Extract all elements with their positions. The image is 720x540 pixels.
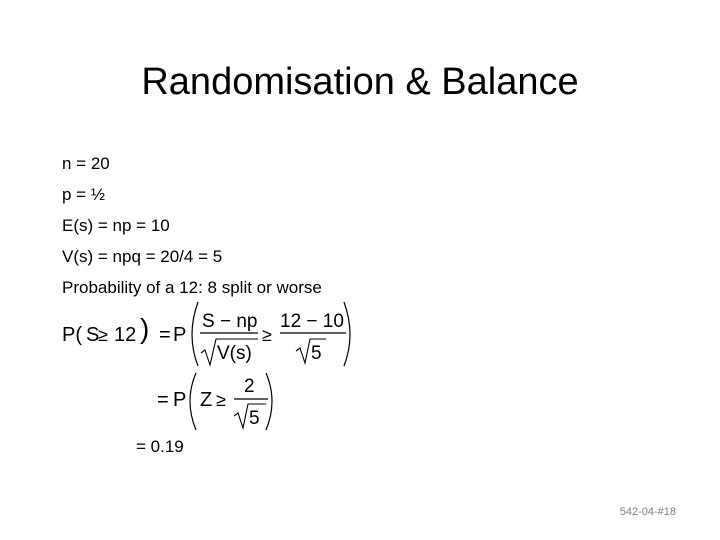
lhs-var: S <box>86 324 100 346</box>
denominator-2: 5 <box>311 343 322 364</box>
lhs-open: P( <box>62 324 82 346</box>
geq-1: ≥ <box>262 325 272 345</box>
prob-2: P <box>173 389 187 411</box>
slide-footer: 542-04-#18 <box>619 506 676 518</box>
slide-title: Randomisation & Balance <box>141 61 579 103</box>
paren-open-1 <box>192 302 198 366</box>
numerator-1: S − np <box>202 311 258 332</box>
denominator-3: 5 <box>249 408 260 429</box>
line-variance: V(s) = npq = 20/4 = 5 <box>62 247 223 266</box>
line-expectation: E(s) = np = 10 <box>62 216 170 235</box>
paren-close-2 <box>266 373 272 430</box>
geq-2: ≥ <box>216 390 226 410</box>
paren-open-2 <box>190 373 196 430</box>
lhs-geq: ≥ <box>98 325 108 345</box>
numerator-3: 2 <box>244 376 255 397</box>
equals-2: = <box>157 389 169 411</box>
prob-1: P <box>173 324 187 346</box>
equals-1: = <box>159 324 171 346</box>
paren-close-1 <box>344 302 350 366</box>
line-p: p = ½ <box>62 185 106 204</box>
z-var: Z <box>200 389 213 411</box>
denominator-1: V(s) <box>217 343 252 364</box>
result-text: = 0.19 <box>136 437 184 456</box>
numerator-2: 12 − 10 <box>280 311 344 332</box>
lhs-val: 12 <box>114 324 137 346</box>
line-probability: Probability of a 12: 8 split or worse <box>62 278 322 297</box>
lhs-close: ) <box>140 313 150 344</box>
line-n: n = 20 <box>62 154 110 173</box>
